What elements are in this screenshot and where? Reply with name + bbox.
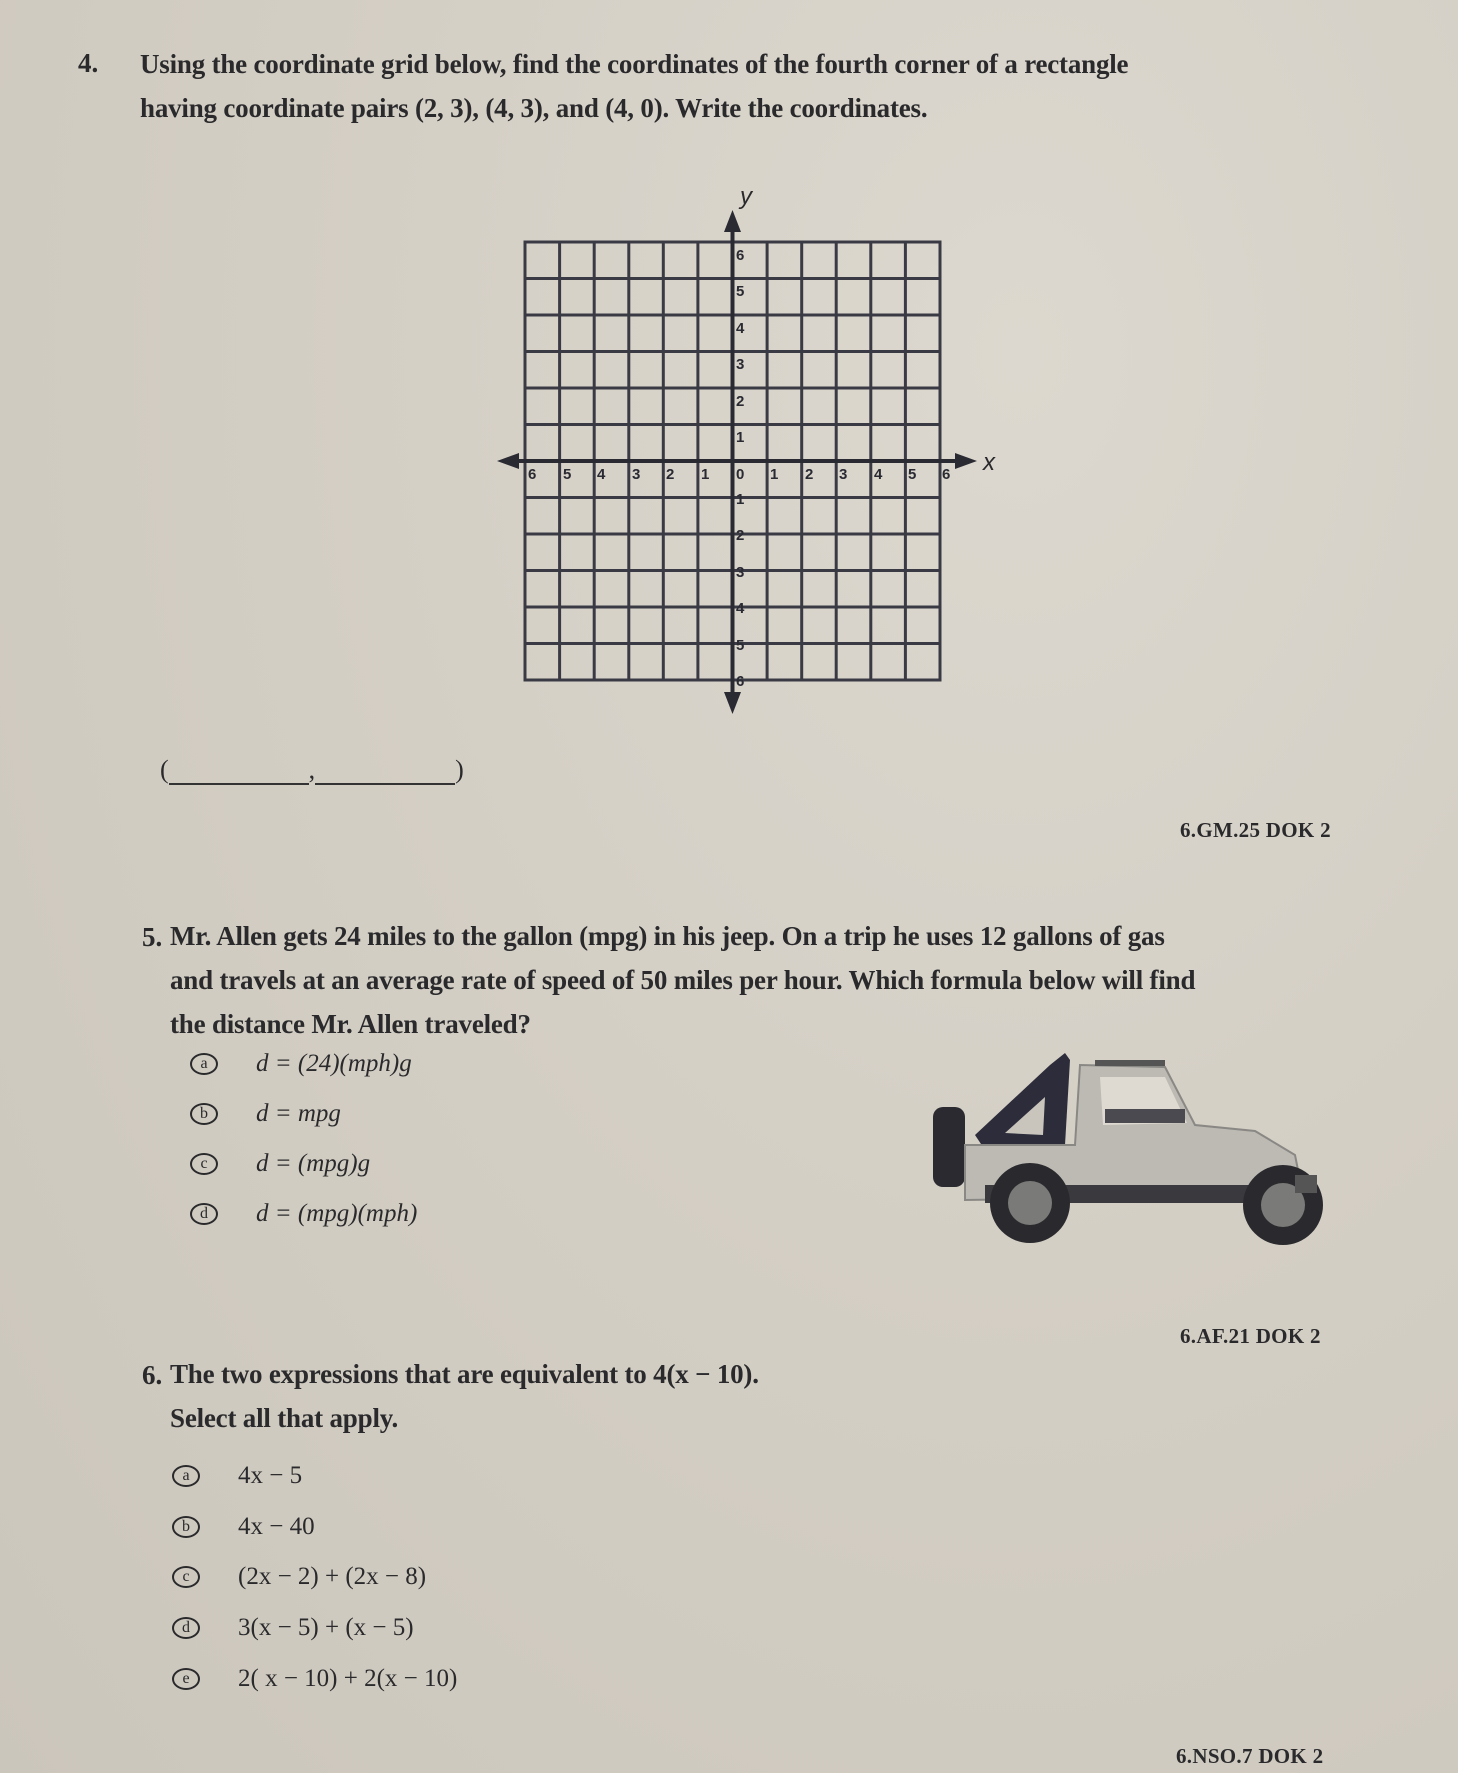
y-axis-label: y (740, 183, 752, 210)
answer-close-paren: ) (455, 755, 464, 784)
x-tick: 4 (874, 466, 883, 483)
option-bubble[interactable]: c (190, 1153, 218, 1175)
x-tick: 1 (770, 466, 779, 483)
x-tick: 1 (701, 466, 710, 483)
question-5-standard: 6.AF.21 DOK 2 (1180, 1324, 1321, 1348)
x-tick: 2 (666, 466, 675, 483)
question-6-option-b[interactable] (172, 1513, 315, 1541)
question-5-option-b[interactable] (190, 1100, 341, 1128)
y-tick: 6 (736, 247, 745, 264)
y-tick: 2 (736, 393, 745, 410)
question-6-line-2: Select all that apply. (170, 1403, 399, 1433)
question-6-option-a[interactable] (172, 1462, 302, 1490)
question-4-line-1: Using the coordinate grid below, find the coordinates of the fourth corner of a rectangle (140, 49, 1129, 79)
answer-y-field[interactable] (315, 761, 455, 785)
jeep-image (925, 1035, 1365, 1265)
question-6-option-c[interactable] (172, 1563, 426, 1591)
question-4-standard: 6.GM.25 DOK 2 (1180, 818, 1331, 842)
option-text: 3(x − 5) + (x − 5) (238, 1614, 414, 1641)
coordinate-grid (495, 180, 1015, 730)
x-tick: 3 (632, 466, 641, 483)
question-5-option-a[interactable] (190, 1050, 412, 1078)
question-6-option-d[interactable] (172, 1614, 414, 1642)
y-tick: 2 (736, 527, 745, 544)
y-tick: 3 (736, 356, 745, 373)
question-6-text (170, 1352, 759, 1440)
y-tick: 1 (736, 491, 745, 508)
answer-blank[interactable] (160, 755, 464, 785)
y-tick: 4 (736, 600, 745, 617)
option-text: 4x − 40 (238, 1513, 315, 1540)
option-text: d = (mpg)g (256, 1150, 371, 1177)
x-tick: 5 (563, 466, 572, 483)
option-text: d = (mpg)(mph) (256, 1200, 418, 1227)
x-tick: 3 (839, 466, 848, 483)
question-4-text (140, 42, 1128, 130)
option-bubble[interactable]: a (172, 1465, 200, 1487)
question-6-number: 6. (142, 1360, 163, 1390)
y-tick: 6 (736, 673, 745, 690)
answer-open-paren: ( (160, 755, 169, 784)
y-tick: 5 (736, 283, 745, 300)
answer-separator: , (308, 755, 316, 784)
jeep-icon (925, 1035, 1365, 1265)
y-tick: 1 (736, 429, 745, 446)
option-text: 4x − 5 (238, 1462, 303, 1489)
option-bubble[interactable]: b (190, 1103, 218, 1125)
question-5-line-2: and travels at an average rate of speed of 50 miles per hour. Which formula below will find (170, 965, 1196, 995)
option-bubble[interactable]: d (190, 1203, 218, 1225)
x-tick: 6 (942, 466, 951, 483)
x-axis-label: x (983, 449, 995, 476)
question-6-line-1: The two expressions that are equivalent to 4(x − 10). (170, 1359, 759, 1389)
question-5-option-d[interactable] (190, 1200, 417, 1228)
option-bubble[interactable]: a (190, 1053, 218, 1075)
option-text: 2( x − 10) + 2(x − 10) (238, 1665, 458, 1692)
option-bubble[interactable]: e (172, 1668, 200, 1690)
y-tick: 3 (736, 564, 745, 581)
x-tick: 4 (597, 466, 606, 483)
option-text: d = (24)(mph)g (256, 1050, 412, 1077)
option-bubble[interactable]: b (172, 1516, 200, 1538)
y-tick: 5 (736, 637, 745, 654)
question-5-number: 5. (142, 922, 163, 952)
x-tick: 5 (908, 466, 917, 483)
option-bubble[interactable]: c (172, 1566, 200, 1588)
question-5-line-3: the distance Mr. Allen traveled? (170, 1009, 531, 1039)
x-tick: 2 (805, 466, 814, 483)
x-tick: 0 (736, 466, 745, 483)
question-4-number: 4. (78, 48, 99, 78)
question-5-line-1: Mr. Allen gets 24 miles to the gallon (mpg) in his jeep. On a trip he uses 12 gallons of gas (170, 921, 1165, 951)
option-text: d = mpg (256, 1100, 341, 1127)
question-4-line-2: having coordinate pairs (2, 3), (4, 3), and (4, 0). Write the coordinates. (140, 93, 928, 123)
y-tick: 4 (736, 320, 745, 337)
question-6-standard: 6.NSO.7 DOK 2 (1176, 1744, 1324, 1768)
option-text: (2x − 2) + (2x − 8) (238, 1563, 427, 1590)
question-5-option-c[interactable] (190, 1150, 370, 1178)
question-5-text (170, 914, 1195, 1046)
coordinate-grid-svg (495, 180, 1015, 730)
option-bubble[interactable]: d (172, 1617, 200, 1639)
x-tick: 6 (528, 466, 537, 483)
answer-x-field[interactable] (169, 761, 309, 785)
question-6-option-e[interactable] (172, 1665, 457, 1693)
